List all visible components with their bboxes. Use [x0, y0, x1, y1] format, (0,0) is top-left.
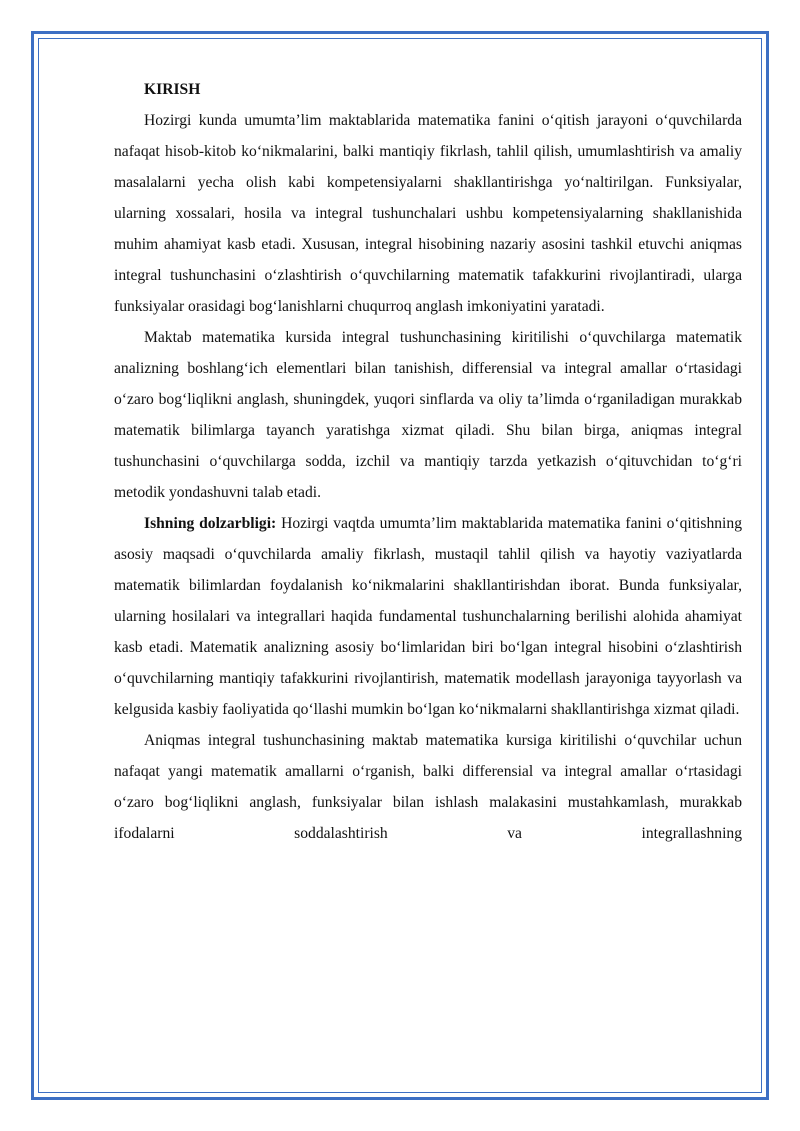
- document-body: [114, 74, 742, 849]
- paragraph-2-text: Maktab matematika kursida integral tushunchasining kiritilishi o‘quvchilarga matematik analizning boshlang‘ich elementlari bilan tanishish, differensial va integral amallar o‘rtasidagi o‘zaro bog‘liqlikni anglash, shuningdek, yuqori sinflarda va oliy ta’limda o‘rganiladigan murakkab matematik bilimlarga tayanch yaratishga xizmat qiladi. Shu bilan birga, aniqmas integral tushunchasini o‘quvchilarga sodda, izchil va mantiqiy tarzda yetkazish o‘qituvchidan to‘g‘ri metodik yondashuvni talab etadi.: [114, 329, 742, 501]
- section-heading: KIRISH: [144, 81, 201, 98]
- paragraph-3-text: Hozirgi vaqtda umumta’lim maktablarida matematika fanini o‘qitishning asosiy maqsadi o‘quvchilarda amaliy fikrlash, mustaqil tahlil qilish va hayotiy vaziyatlarda matematik bilimlardan foydalanish ko‘nikmalarini shakllantirishdan iborat. Bunda funksiyalar, ularning hosilalari va integrallari haqida fundamental tushunchalarning berilishi alohida ahamiyat kasb etadi. Matematik analizning asosiy bo‘limlaridan biri bo‘lgan integral hisobini o‘zlashtirish o‘quvchilarning mantiqiy tafakkurini rivojlantirish, matematik modellash jarayoniga tayyorlash va kelgusida kasbiy faoliyatida qo‘llashi mumkin bo‘lgan ko‘nikmalarni shakllantirishga xizmat qiladi.: [114, 515, 742, 718]
- paragraph-3: [114, 508, 742, 725]
- paragraph-1-text: Hozirgi kunda umumta’lim maktablarida matematika fanini o‘qitish jarayoni o‘quvchilarda nafaqat hisob-kitob ko‘nikmalarini, balki mantiqiy fikrlash, tahlil qilish, umumlashtirish va amaliy masalalarni yecha olish kabi kompetensiyalarni shakllantirishga yo‘naltirilgan. Funksiyalar, ularning xossalari, hosila va integral tushunchalari ushbu kompetensiyalarning shakllanishida muhim ahamiyat kasb etadi. Xususan, integral hisobining nazariy asosini tashkil etuvchi aniqmas integral tushunchasini o‘zlashtirish o‘quvchilarning matematik tafakkurini rivojlantiradi, ularga funksiyalar orasidagi bog‘lanishlarni chuqurroq anglash imkoniyatini yaratadi.: [114, 112, 742, 315]
- paragraph-2: [114, 322, 742, 508]
- paragraph-4: [114, 725, 742, 849]
- paragraph-3-lead: Ishning dolzarbligi:: [144, 515, 277, 532]
- paragraph-1: [114, 105, 742, 322]
- paragraph-4-text: Aniqmas integral tushunchasining maktab matematika kursiga kiritilishi o‘quvchilar uchun nafaqat yangi matematik amallarni o‘rganish, balki differensial va integral amallar o‘rtasidagi o‘zaro bog‘liqlikni anglash, funksiyalar bilan ishlash malakasini mustahkamlash, murakkab ifodalarni soddalashtirish va integrallashning: [114, 732, 742, 842]
